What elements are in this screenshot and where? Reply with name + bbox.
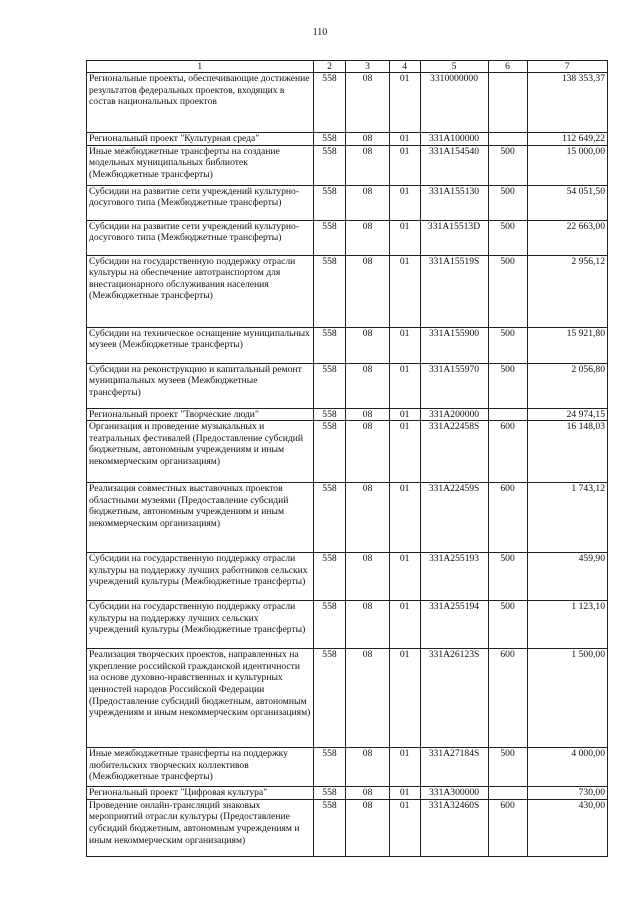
subsection-code-cell: 01 <box>389 363 420 408</box>
section-code-cell: 08 <box>346 133 389 146</box>
target-item-cell: 331A22459S <box>420 483 488 553</box>
expense-type-cell: 600 <box>488 483 527 553</box>
admin-code-cell: 558 <box>313 185 346 220</box>
subsection-code-cell: 01 <box>389 73 420 133</box>
row-name-cell: Проведение онлайн-трансляций знаковых мероприятий отрасли культуры (Предоставление субсидий бюджетным, автономным учреждениям и иным некоммерческим организациям) <box>87 799 314 856</box>
amount-cell: 138 353,37 <box>527 73 607 133</box>
table-row <box>87 255 608 327</box>
admin-code-cell: 558 <box>313 483 346 553</box>
row-name-cell: Региональные проекты, обеспечивающие достижение результатов федеральных проектов, входящих в состав национальных проектов <box>87 73 314 133</box>
table-row <box>87 327 608 363</box>
table-row <box>87 553 608 601</box>
row-name-cell: Региональный проект "Творческие люди" <box>87 408 314 421</box>
table-row <box>87 408 608 421</box>
subsection-code-cell: 01 <box>389 255 420 327</box>
admin-code-cell: 558 <box>313 73 346 133</box>
amount-cell: 1 743,12 <box>527 483 607 553</box>
section-code-cell: 08 <box>346 748 389 787</box>
section-code-cell: 08 <box>346 553 389 601</box>
amount-cell: 430,00 <box>527 799 607 856</box>
column-header: 1 <box>87 61 314 73</box>
amount-cell: 730,00 <box>527 787 607 800</box>
target-item-cell: 331A155130 <box>420 185 488 220</box>
expense-type-cell <box>488 408 527 421</box>
row-name-cell: Иные межбюджетные трансферты на создание модельных муниципальных библиотек (Межбюджетные трансферты) <box>87 145 314 185</box>
target-item-cell: 331A15513D <box>420 220 488 255</box>
subsection-code-cell: 01 <box>389 787 420 800</box>
subsection-code-cell: 01 <box>389 220 420 255</box>
budget-table <box>86 60 608 857</box>
admin-code-cell: 558 <box>313 421 346 483</box>
subsection-code-cell: 01 <box>389 145 420 185</box>
subsection-code-cell: 01 <box>389 327 420 363</box>
expense-type-cell: 600 <box>488 649 527 748</box>
amount-cell: 16 148,03 <box>527 421 607 483</box>
admin-code-cell: 558 <box>313 553 346 601</box>
admin-code-cell: 558 <box>313 327 346 363</box>
admin-code-cell: 558 <box>313 363 346 408</box>
table-row <box>87 133 608 146</box>
table-row <box>87 787 608 800</box>
amount-cell: 24 974,15 <box>527 408 607 421</box>
column-header: 6 <box>488 61 527 73</box>
column-header: 7 <box>527 61 607 73</box>
table-row <box>87 799 608 856</box>
amount-cell: 54 051,50 <box>527 185 607 220</box>
row-name-cell: Реализация творческих проектов, направленных на укрепление российской гражданской идентичности на основе духовно-нравственных и культурных ценностей народов Российской Федерации (Предоставление субсидий бюджетным, автономным учреждениям и иным некоммерческим организациям) <box>87 649 314 748</box>
section-code-cell: 08 <box>346 363 389 408</box>
column-header: 5 <box>420 61 488 73</box>
admin-code-cell: 558 <box>313 145 346 185</box>
expense-type-cell: 500 <box>488 553 527 601</box>
target-item-cell: 331A255194 <box>420 601 488 649</box>
target-item-cell: 331A200000 <box>420 408 488 421</box>
subsection-code-cell: 01 <box>389 649 420 748</box>
table-row <box>87 73 608 133</box>
amount-cell: 22 663,00 <box>527 220 607 255</box>
table-row <box>87 483 608 553</box>
expense-type-cell <box>488 133 527 146</box>
admin-code-cell: 558 <box>313 748 346 787</box>
target-item-cell: 331A15519S <box>420 255 488 327</box>
expense-type-cell: 500 <box>488 220 527 255</box>
amount-cell: 2 956,12 <box>527 255 607 327</box>
target-item-cell: 331A300000 <box>420 787 488 800</box>
section-code-cell: 08 <box>346 601 389 649</box>
admin-code-cell: 558 <box>313 799 346 856</box>
target-item-cell: 331A22458S <box>420 421 488 483</box>
admin-code-cell: 558 <box>313 255 346 327</box>
subsection-code-cell: 01 <box>389 601 420 649</box>
amount-cell: 15 921,80 <box>527 327 607 363</box>
subsection-code-cell: 01 <box>389 553 420 601</box>
table-row <box>87 421 608 483</box>
expense-type-cell: 500 <box>488 185 527 220</box>
expense-type-cell: 500 <box>488 601 527 649</box>
target-item-cell: 331A154540 <box>420 145 488 185</box>
row-name-cell: Иные межбюджетные трансферты на поддержку любительских творческих коллективов (Межбюджетные трансферты) <box>87 748 314 787</box>
row-name-cell: Субсидии на техническое оснащение муниципальных музеев (Межбюджетные трансферты) <box>87 327 314 363</box>
target-item-cell: 331A27184S <box>420 748 488 787</box>
row-name-cell: Реализация совместных выставочных проектов областными музеями (Предоставление субсидий бюджетным, автономным учреждениям и иным некоммерческим организациям) <box>87 483 314 553</box>
amount-cell: 1 500,00 <box>527 649 607 748</box>
table-row <box>87 185 608 220</box>
admin-code-cell: 558 <box>313 408 346 421</box>
amount-cell: 459,90 <box>527 553 607 601</box>
subsection-code-cell: 01 <box>389 748 420 787</box>
expense-type-cell: 600 <box>488 799 527 856</box>
admin-code-cell: 558 <box>313 787 346 800</box>
section-code-cell: 08 <box>346 255 389 327</box>
row-name-cell: Региональный проект "Культурная среда" <box>87 133 314 146</box>
amount-cell: 2 056,80 <box>527 363 607 408</box>
column-header: 3 <box>346 61 389 73</box>
target-item-cell: 331A155970 <box>420 363 488 408</box>
section-code-cell: 08 <box>346 649 389 748</box>
page-number: 110 <box>312 27 328 38</box>
subsection-code-cell: 01 <box>389 421 420 483</box>
section-code-cell: 08 <box>346 185 389 220</box>
subsection-code-cell: 01 <box>389 133 420 146</box>
admin-code-cell: 558 <box>313 601 346 649</box>
expense-type-cell: 500 <box>488 255 527 327</box>
section-code-cell: 08 <box>346 327 389 363</box>
amount-cell: 112 649,22 <box>527 133 607 146</box>
expense-type-cell: 500 <box>488 748 527 787</box>
expense-type-cell <box>488 787 527 800</box>
section-code-cell: 08 <box>346 73 389 133</box>
expense-type-cell: 500 <box>488 363 527 408</box>
table-body <box>87 73 608 857</box>
target-item-cell: 331A26123S <box>420 649 488 748</box>
table-row <box>87 145 608 185</box>
row-name-cell: Субсидии на развитие сети учреждений культурно-досугового типа (Межбюджетные трансферты) <box>87 185 314 220</box>
row-name-cell: Субсидии на реконструкцию и капитальный ремонт муниципальных музеев (Межбюджетные трансферты) <box>87 363 314 408</box>
row-name-cell: Субсидии на государственную поддержку отрасли культуры на поддержку лучших сельских учреждений культуры (Межбюджетные трансферты) <box>87 601 314 649</box>
expense-type-cell <box>488 73 527 133</box>
target-item-cell: 331A255193 <box>420 553 488 601</box>
table-row <box>87 363 608 408</box>
row-name-cell: Региональный проект "Цифровая культура" <box>87 787 314 800</box>
subsection-code-cell: 01 <box>389 185 420 220</box>
section-code-cell: 08 <box>346 220 389 255</box>
target-item-cell: 331A100000 <box>420 133 488 146</box>
row-name-cell: Субсидии на государственную поддержку отрасли культуры на поддержку лучших работников сельских учреждений культуры (Межбюджетные трансферты) <box>87 553 314 601</box>
subsection-code-cell: 01 <box>389 483 420 553</box>
expense-type-cell: 600 <box>488 421 527 483</box>
row-name-cell: Организация и проведение музыкальных и театральных фестивалей (Предоставление субсидий бюджетным, автономным учреждениям и иным некоммерческим организациям) <box>87 421 314 483</box>
section-code-cell: 08 <box>346 408 389 421</box>
admin-code-cell: 558 <box>313 133 346 146</box>
section-code-cell: 08 <box>346 421 389 483</box>
section-code-cell: 08 <box>346 787 389 800</box>
row-name-cell: Субсидии на государственную поддержку отрасли культуры на обеспечение автотранспортом для внестационарного обслуживания населения (Межбюджетные трансферты) <box>87 255 314 327</box>
row-name-cell: Субсидии на развитие сети учреждений культурно-досугового типа (Межбюджетные трансферты) <box>87 220 314 255</box>
amount-cell: 15 000,00 <box>527 145 607 185</box>
target-item-cell: 331A32460S <box>420 799 488 856</box>
column-header: 4 <box>389 61 420 73</box>
subsection-code-cell: 01 <box>389 799 420 856</box>
table-row <box>87 748 608 787</box>
amount-cell: 1 123,10 <box>527 601 607 649</box>
table-row <box>87 220 608 255</box>
admin-code-cell: 558 <box>313 220 346 255</box>
section-code-cell: 08 <box>346 483 389 553</box>
column-header: 2 <box>313 61 346 73</box>
expense-type-cell: 500 <box>488 145 527 185</box>
column-number-row <box>87 61 608 73</box>
expense-type-cell: 500 <box>488 327 527 363</box>
target-item-cell: 331A155900 <box>420 327 488 363</box>
section-code-cell: 08 <box>346 799 389 856</box>
target-item-cell: 3310000000 <box>420 73 488 133</box>
subsection-code-cell: 01 <box>389 408 420 421</box>
table-row <box>87 649 608 748</box>
table-row <box>87 601 608 649</box>
admin-code-cell: 558 <box>313 649 346 748</box>
amount-cell: 4 000,00 <box>527 748 607 787</box>
section-code-cell: 08 <box>346 145 389 185</box>
